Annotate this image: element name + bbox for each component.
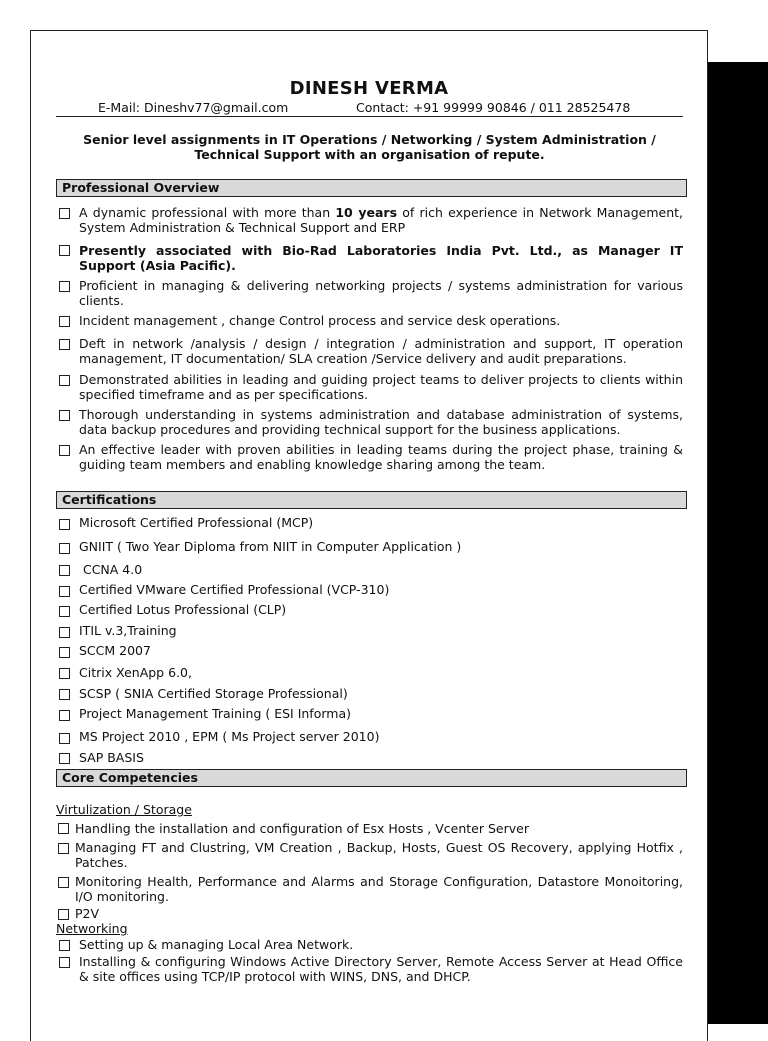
page-shadow	[708, 62, 768, 1024]
certification-item: Citrix XenApp 6.0,	[79, 665, 192, 680]
checkbox-icon	[59, 689, 70, 700]
overview-item: Proficient in managing & delivering networking projects / systems administration for various clients.	[79, 278, 683, 308]
section-header-certifications: Certifications	[56, 491, 687, 509]
checkbox-icon	[59, 281, 70, 292]
subheading-networking: Networking	[56, 921, 128, 936]
subheading-virtualization: Virtulization / Storage	[56, 802, 192, 817]
candidate-name: DINESH VERMA	[289, 78, 449, 99]
checkbox-icon	[59, 733, 70, 744]
checkbox-icon	[59, 668, 70, 679]
checkbox-icon	[59, 245, 70, 256]
overview-item: Incident management , change Control process and service desk operations.	[79, 313, 561, 328]
certification-item: Microsoft Certified Professional (MCP)	[79, 515, 314, 530]
certification-item: Project Management Training ( ESI Informa)	[79, 706, 351, 721]
certification-item: Certified VMware Certified Professional (VCP-310)	[79, 582, 390, 597]
header-divider	[56, 116, 683, 117]
certification-item: SCSP ( SNIA Certified Storage Professional)	[79, 686, 348, 701]
contact-line: Contact: +91 99999 90846 / 011 28525478	[356, 100, 631, 115]
section-header-professional-overview: Professional Overview	[56, 179, 687, 197]
checkbox-icon	[59, 410, 70, 421]
checkbox-icon	[59, 543, 70, 554]
checkbox-icon	[59, 647, 70, 658]
competency-item: Managing FT and Clustring, VM Creation , Backup, Hosts, Guest OS Recovery, applying Hotfix , Patches.	[75, 840, 683, 870]
overview-item: Demonstrated abilities in leading and guiding project teams to deliver projects to clients within specified timeframe and as per specifications.	[79, 372, 683, 402]
certification-item: SAP BASIS	[79, 750, 144, 765]
section-header-core-competencies: Core Competencies	[56, 769, 687, 787]
certification-item: CCNA 4.0	[79, 562, 143, 577]
checkbox-icon	[59, 586, 70, 597]
checkbox-icon	[59, 710, 70, 721]
competency-item: P2V	[75, 906, 100, 921]
competency-item: Monitoring Health, Performance and Alarms and Storage Configuration, Datastore Monoitoring, I/O monitoring.	[75, 874, 683, 904]
overview-item: Deft in network /analysis / design / integration / administration and support, IT operation management, IT documentation/ SLA creation /Service delivery and audit preparations.	[79, 336, 683, 366]
certification-item: SCCM 2007	[79, 643, 151, 658]
competency-item: Handling the installation and configuration of Esx Hosts , Vcenter Server	[75, 821, 529, 836]
checkbox-icon	[58, 877, 69, 888]
overview-item: A dynamic professional with more than 10 years of rich experience in Network Management, System Administration & Technical Support and ERP	[79, 205, 683, 235]
checkbox-icon	[59, 375, 70, 386]
checkbox-icon	[59, 940, 70, 951]
checkbox-icon	[59, 208, 70, 219]
checkbox-icon	[59, 445, 70, 456]
email-line: E-Mail: Dineshv77@gmail.com	[98, 100, 289, 115]
checkbox-icon	[59, 519, 70, 530]
certification-item: MS Project 2010 , EPM ( Ms Project server 2010)	[79, 729, 380, 744]
overview-item: Presently associated with Bio-Rad Laboratories India Pvt. Ltd., as Manager IT Support (Asia Pacific).	[79, 243, 683, 273]
checkbox-icon	[59, 753, 70, 764]
competency-item: Installing & configuring Windows Active Directory Server, Remote Access Server at Head Office & site offices using TCP/IP protocol with WINS, DNS, and DHCP.	[79, 954, 683, 984]
competency-item: Setting up & managing Local Area Network.	[79, 937, 354, 952]
certification-item: GNIIT ( Two Year Diploma from NIIT in Computer Application )	[79, 539, 462, 554]
checkbox-icon	[58, 843, 69, 854]
checkbox-icon	[59, 627, 70, 638]
checkbox-icon	[59, 339, 70, 350]
certification-item: ITIL v.3,Training	[79, 623, 177, 638]
resume-page	[30, 30, 708, 1041]
checkbox-icon	[59, 606, 70, 617]
checkbox-icon	[58, 909, 69, 920]
certification-item: Certified Lotus Professional (CLP)	[79, 602, 287, 617]
checkbox-icon	[58, 823, 69, 834]
checkbox-icon	[59, 565, 70, 576]
objective-statement: Senior level assignments in IT Operations / Networking / System Administration / Technical Support with an organisation of repute.	[83, 132, 656, 162]
checkbox-icon	[59, 316, 70, 327]
checkbox-icon	[59, 957, 70, 968]
overview-item: An effective leader with proven abilities in leading teams during the project phase, training & guiding team members and enabling knowledge sharing among the team.	[79, 442, 683, 472]
overview-item: Thorough understanding in systems administration and database administration of systems, data backup procedures and providing technical support for the business applications.	[79, 407, 683, 437]
